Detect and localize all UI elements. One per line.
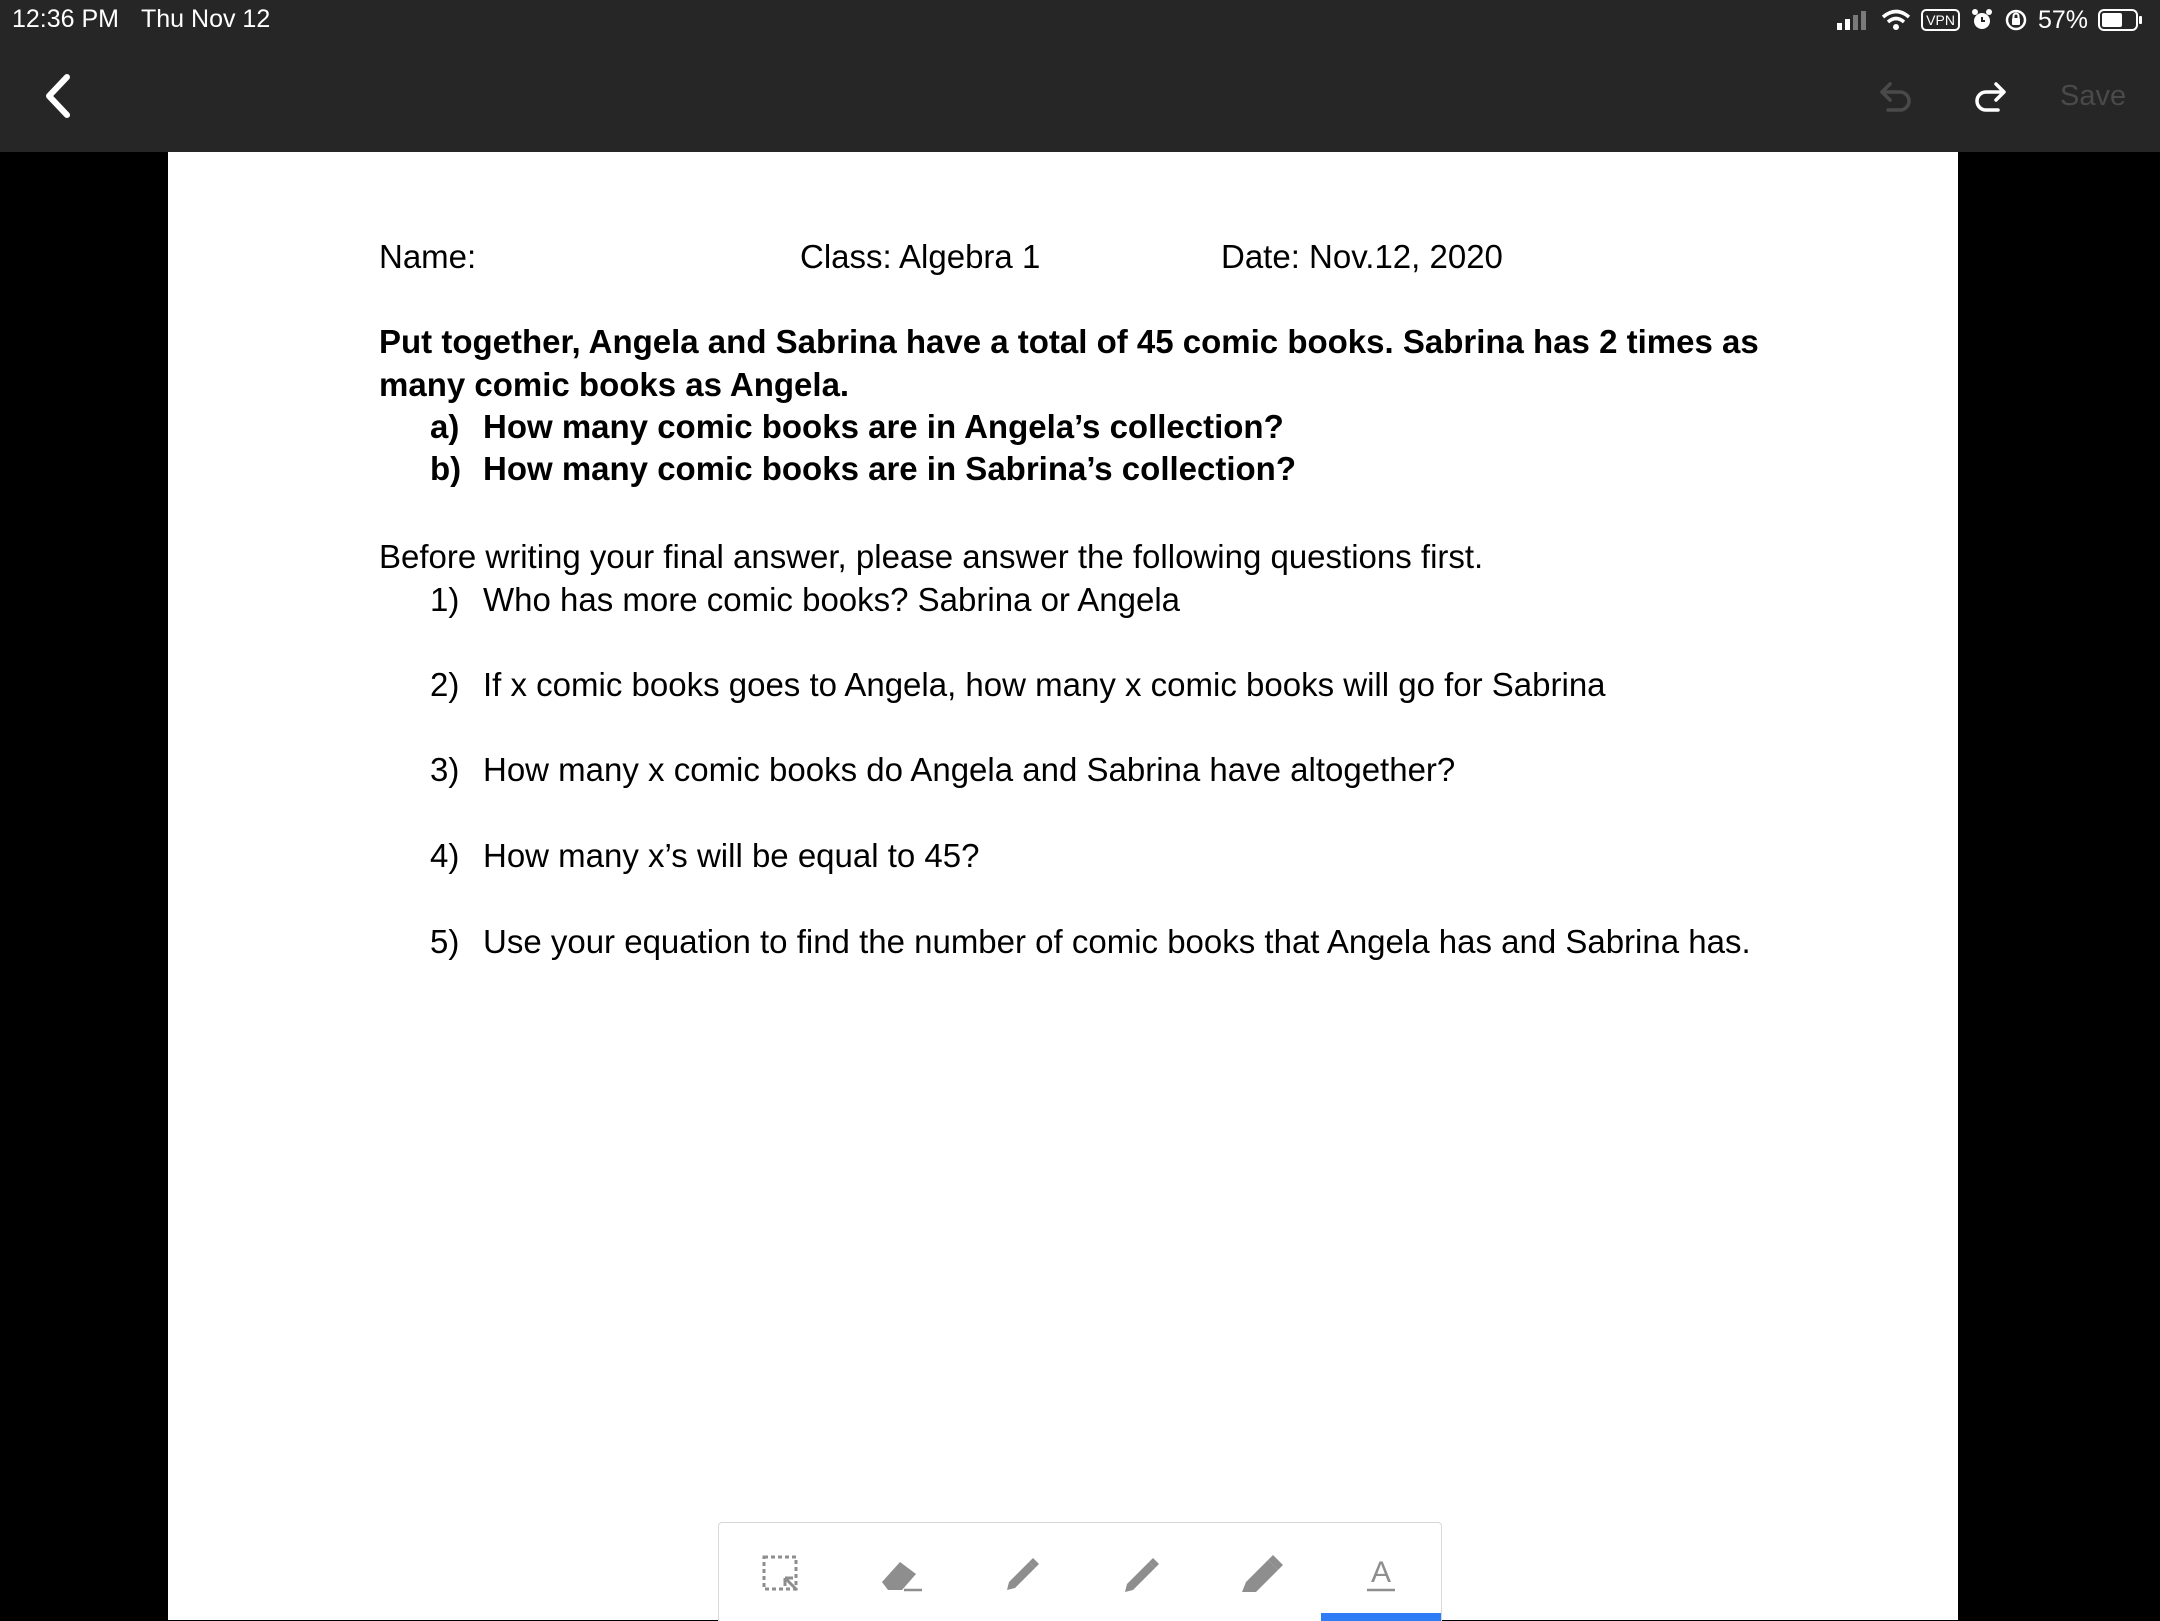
status-bar — [0, 0, 2160, 40]
annotation-tool-tray — [718, 1522, 1442, 1621]
document-page — [168, 152, 1958, 1620]
question-number: 5) — [430, 923, 460, 960]
guiding-question — [430, 666, 1606, 704]
lasso-select-icon — [761, 1554, 801, 1594]
redo-icon — [1970, 76, 2010, 116]
date-field: Date: Nov.12, 2020 — [1221, 238, 1503, 275]
sub-question — [430, 450, 1296, 488]
status-indicators — [1837, 4, 2144, 36]
app-toolbar — [0, 40, 2160, 152]
guiding-question — [430, 837, 979, 875]
battery-icon — [2098, 8, 2144, 32]
save-button[interactable]: Save — [2060, 79, 2127, 112]
orientation-lock-icon — [2004, 8, 2028, 32]
pen-tool[interactable] — [996, 1549, 1046, 1599]
question-text: If x comic books goes to Angela, how many x comic books will go for Sabrina — [483, 666, 1606, 703]
name-field-label: Name: — [379, 238, 477, 275]
guiding-question — [430, 751, 1455, 789]
text-tool-icon — [1361, 1552, 1401, 1596]
vpn-badge: VPN — [1921, 9, 1960, 31]
class-field: Class: Algebra 1 — [800, 238, 1041, 275]
marker-tool[interactable] — [1116, 1549, 1166, 1599]
question-number: 3) — [430, 751, 460, 788]
marker-icon — [1119, 1552, 1163, 1596]
alarm-icon — [1970, 8, 1994, 32]
question-text: How many x’s will be equal to 45? — [483, 837, 980, 874]
sub-question-label: b) — [430, 450, 462, 487]
eraser-icon — [878, 1554, 924, 1594]
instructions-intro: Before writing your final answer, please answer the following questions first. — [379, 538, 1484, 575]
text-tool-glyph: A — [1370, 1556, 1392, 1589]
question-text: Who has more comic books? Sabrina or Angela — [483, 581, 1181, 618]
back-button[interactable] — [30, 68, 86, 124]
sub-question-label: a) — [430, 408, 460, 445]
text-tool[interactable] — [1356, 1549, 1406, 1599]
sub-question — [430, 408, 1284, 446]
highlighter-tool[interactable] — [1236, 1549, 1286, 1599]
undo-icon — [1876, 76, 1916, 116]
status-time: 12:36 PM — [12, 5, 120, 33]
cellular-signal-icon — [1837, 10, 1871, 30]
question-number: 2) — [430, 666, 460, 703]
status-date: Thu Nov 12 — [141, 5, 271, 33]
question-number: 1) — [430, 581, 460, 618]
question-number: 4) — [430, 837, 460, 874]
lasso-select-tool[interactable] — [756, 1549, 806, 1599]
redo-button[interactable] — [1964, 70, 2016, 122]
battery-percentage: 57% — [2037, 5, 2088, 34]
pen-icon — [999, 1552, 1043, 1596]
sub-question-text: How many comic books are in Sabrina’s collection? — [483, 450, 1296, 487]
problem-statement: Put together, Angela and Sabrina have a total of 45 comic books. Sabrina has 2 times as many comic books as Angela. — [379, 323, 1759, 403]
eraser-tool[interactable] — [876, 1549, 926, 1599]
question-text: Use your equation to find the number of comic books that Angela has and Sabrina has. — [483, 923, 1751, 960]
wifi-icon — [1881, 9, 1911, 31]
sub-question-text: How many comic books are in Angela’s collection? — [483, 408, 1284, 445]
highlighter-icon — [1238, 1552, 1284, 1596]
undo-button[interactable] — [1870, 70, 1922, 122]
guiding-question — [430, 923, 1751, 961]
guiding-question — [430, 581, 1180, 619]
chevron-left-icon — [43, 73, 73, 119]
question-text: How many x comic books do Angela and Sabrina have altogether? — [483, 751, 1456, 788]
